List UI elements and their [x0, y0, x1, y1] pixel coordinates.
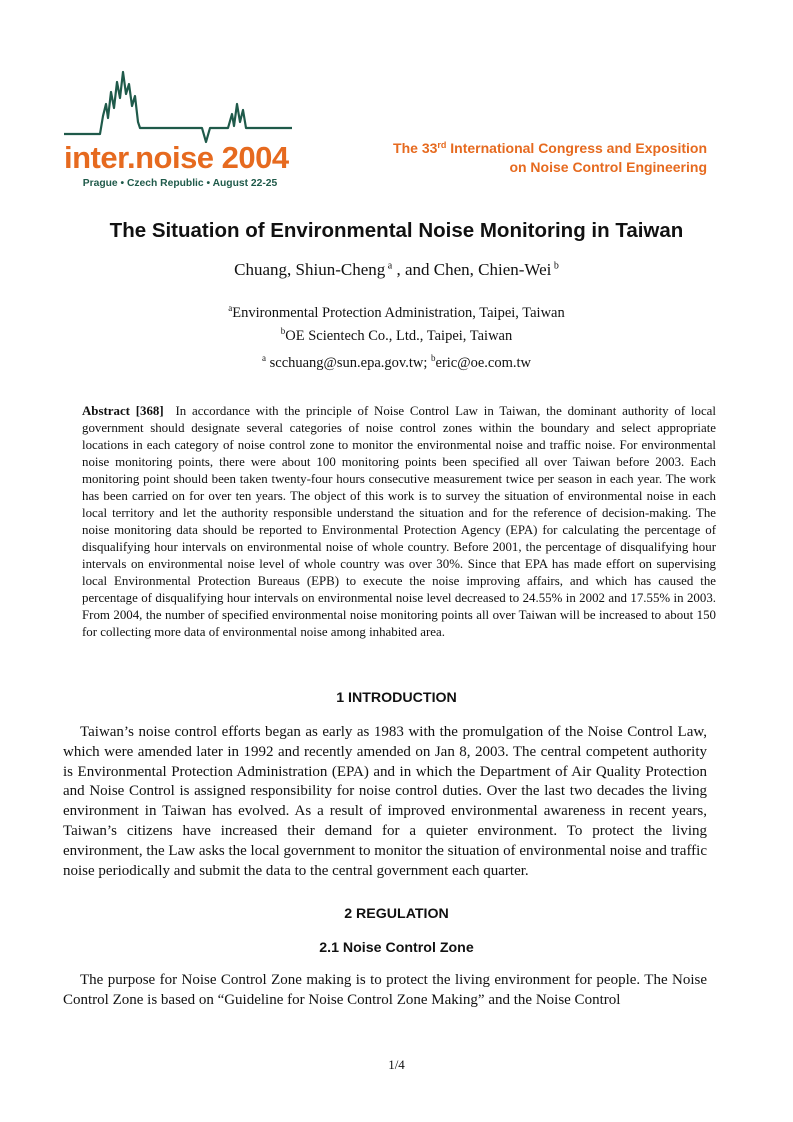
logo-wordmark: inter.noise 2004 — [64, 140, 289, 175]
congress-title — [393, 139, 707, 176]
affiliations — [0, 299, 793, 346]
conference-logo — [62, 70, 294, 195]
congress-line-1: The 33rd International Congress and Exposition — [393, 140, 707, 156]
abstract — [82, 403, 716, 641]
paper-title: The Situation of Environmental Noise Monitoring in Taiwan — [109, 219, 684, 242]
author-emails: $^a$ scchuang@sun.epa.gov.tw; $^b$eric@oe.com.tw — [261, 353, 531, 371]
page-number: 1/4 — [388, 1057, 405, 1072]
noise-control-zone-paragraph: The purpose for Noise Control Zone making is to protect the living environment for people. The Noise Control Zone is based on “Guideline for Noise Control Zone Making” and the Noise Control — [63, 972, 707, 1008]
abstract-label: Abstract [368] — [82, 404, 164, 418]
logo-subtitle: Prague • Czech Republic • August 22-25 — [82, 178, 278, 189]
noise-waveform-icon — [62, 70, 294, 150]
affiliation-a: $^a$Environmental Protection Administration, Taipei, Taiwan — [228, 303, 565, 321]
section-heading-regulation: 2 REGULATION — [344, 906, 449, 922]
congress-line-2: on Noise Control Engineering — [509, 158, 707, 175]
author-list: Chuang, Shiun-Cheng $^a$ , and Chen, Chien-Wei $^b$ — [234, 260, 559, 279]
section-heading-introduction: 1 INTRODUCTION — [336, 690, 457, 706]
subsection-heading-noise-control-zone: 2.1 Noise Control Zone — [319, 940, 474, 956]
introduction-paragraph: Taiwan’s noise control efforts began as early as 1983 with the promulgation of the Noise Control Law, which were amended later in 1992 and recently amended on Jan 8, 2003. The central competent authority is Environmental Protection Administration (EPA) and in which the Department of Air Quality Protection and Noise Control is assigned responsibility for noise control duties. Over the last two decades the living environment in Taiwan has evolved. As a result of improved environmental awareness in recent years, Taiwan’s citizens have increased their demand for a quieter environment. To protect the living environment, the Law asks the local government to monitor the situation of environmental noise and traffic noise periodically and submit the data to the central government each quarter. — [63, 724, 707, 879]
abstract-text: In accordance with the principle of Noise Control Law in Taiwan, the dominant authority of local government should designate several categories of noise control zones within the boundary and select appropriate locations in each category of noise control zone to monitor the environmental noise and traffic noise. For environmental noise monitoring points, there were about 100 monitoring points been specified all over Taiwan before 2003. Each monitoring point should been taken twenty-four hours consecutive measurement twice per season in each year. The work has been carried on for over ten years. The object of this work is to survey the situation of environmental noise in each local territory and let the authority responsible understand the situation and for the reference of decision-making. The noise monitoring data should be reported to Environmental Protection Agency (EPA) for calculating the percentage of disqualifying hour intervals on environmental noise of whole country. Before 2001, the percentage of disqualifying hour intervals on environmental noise level of whole country was over 30%. Since that EPA has made effort on supervising local Environmental Protection Bureaus (EPB) to execute the noise improving affairs, and which has caused the percentage of disqualifying hour intervals on environmental noise level decreased to 24.55% in 2002 and 17.55% in 2003. From 2004, the number of specified environmental noise monitoring points all over Taiwan will be increased to about 150 for collecting more data of environmental noise among inhabited area. — [82, 404, 716, 639]
affiliation-b: $^b$OE Scientech Co., Ltd., Taipei, Taiwan — [280, 326, 513, 345]
